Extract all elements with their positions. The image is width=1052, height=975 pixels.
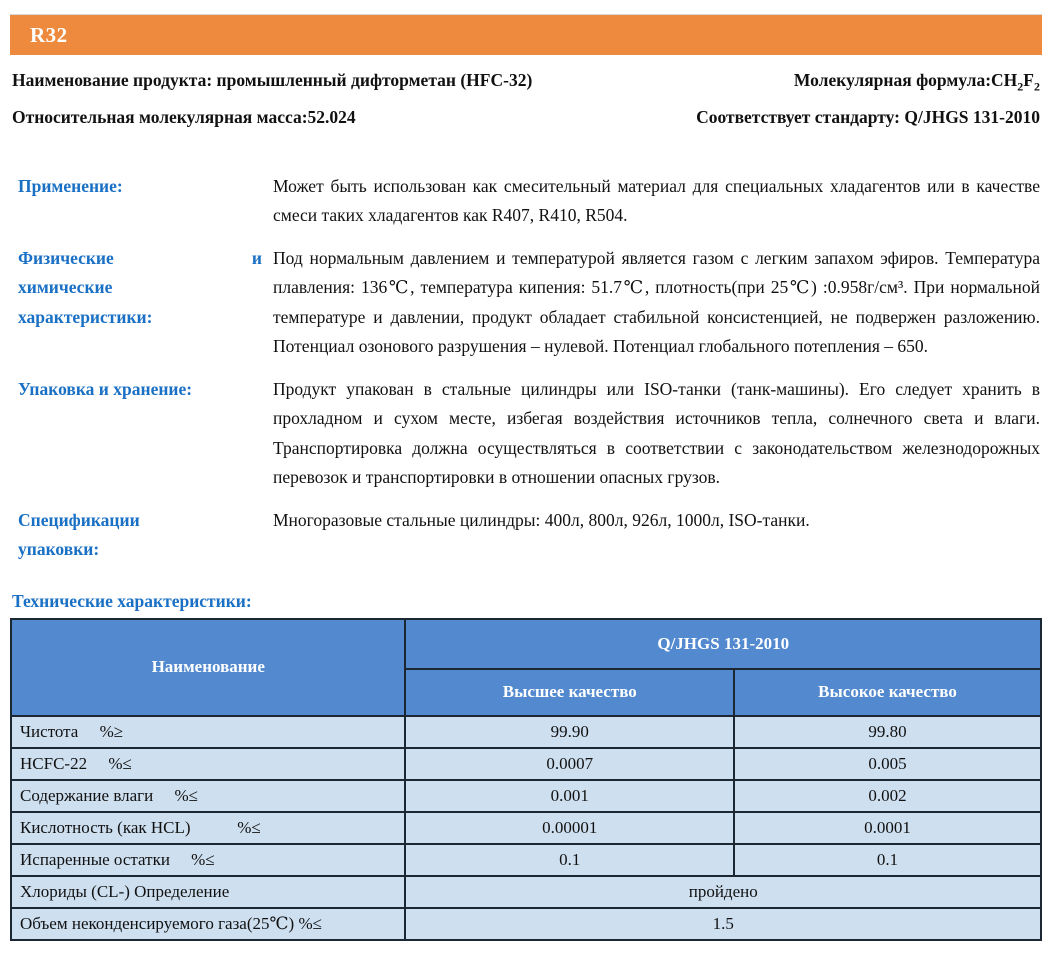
spec-name-cell: HCFC-22 %≤ bbox=[11, 748, 405, 780]
table-header-row-1 bbox=[11, 619, 1041, 669]
tech-specs-heading: Технические характеристики: bbox=[12, 590, 252, 611]
product-code: R32 bbox=[30, 22, 68, 47]
description-sections bbox=[10, 172, 1042, 565]
section-text-application: Может быть использован как смесительный материал для специальных хладагентов или в качестве смеси таких хладагентов как R407, R410, R504. bbox=[273, 175, 1040, 225]
spec-value-cell: 0.0007 bbox=[405, 748, 734, 780]
section-packaging-specs bbox=[12, 506, 1040, 565]
spec-value-cell-merged: пройдено bbox=[405, 876, 1041, 908]
spec-value-cell: 0.1 bbox=[405, 844, 734, 876]
section-text-packaging-storage: Продукт упакован в стальные цилиндры или ISO-танки (танк-машины). Его следует хранить в прохладном и сухом месте, избегая воздействия источников тепла, солнечного света и влаги. Транспортировка должна осуществляться в соответствии с законодательством железнодорожных перевозок и транспортировки в отношении опасных грузов. bbox=[273, 378, 1040, 487]
spec-name-cell: Содержание влаги %≤ bbox=[11, 780, 405, 812]
spec-value-cell: 99.80 bbox=[734, 716, 1041, 748]
table-row-noncondensable-gas bbox=[11, 908, 1041, 940]
product-title-bar bbox=[10, 14, 1042, 55]
spec-value-cell: 0.002 bbox=[734, 780, 1041, 812]
section-label-application: Применение: bbox=[18, 175, 123, 196]
section-physical-chemical bbox=[12, 244, 1040, 362]
col-header-premium-grade: Высшее качество bbox=[405, 669, 734, 716]
spec-name-cell: Кислотность (как HCL) %≤ bbox=[11, 812, 405, 844]
table-row-acidity bbox=[11, 812, 1041, 844]
col-header-standard: Q/JHGS 131-2010 bbox=[405, 619, 1041, 669]
section-label-packaging-specs: Спецификации упаковки: bbox=[18, 509, 140, 559]
spec-value-cell-merged: 1.5 bbox=[405, 908, 1041, 940]
spec-name-cell: Испаренные остатки %≤ bbox=[11, 844, 405, 876]
spec-value-cell: 0.1 bbox=[734, 844, 1041, 876]
section-text-packaging-specs: Многоразовые стальные цилиндры: 400л, 800л, 926л, 1000л, ISO-танки. bbox=[273, 509, 810, 530]
product-info-row-2 bbox=[12, 102, 1040, 132]
spec-value-cell: 0.001 bbox=[405, 780, 734, 812]
spec-value-cell: 99.90 bbox=[405, 716, 734, 748]
section-text-physical-chemical: Под нормальным давлением и температурой является газом с легким запахом эфиров. Температура плавления: 136℃, температура кипения: 51.7℃, плотность(при 25℃) :0.958г/см³. При нормальной температуре и давлении, продукт обладает стабильной консистенцией, не подвержен разложению. Потенциал озонового разрушения – нулевой. Потенциал глобального потепления – 650. bbox=[273, 247, 1040, 356]
product-info-block bbox=[10, 65, 1042, 132]
spec-value-cell: 0.00001 bbox=[405, 812, 734, 844]
spec-value-cell: 0.005 bbox=[734, 748, 1041, 780]
col-header-name: Наименование bbox=[11, 619, 405, 716]
product-name: Наименование продукта: промышленный дифторметан (HFC-32) bbox=[12, 70, 533, 90]
col-header-first-grade: Высокое качество bbox=[734, 669, 1041, 716]
table-row-evaporation-residue bbox=[11, 844, 1041, 876]
tech-specs-table bbox=[10, 618, 1042, 941]
product-info-row-1 bbox=[12, 65, 1040, 102]
table-row-purity bbox=[11, 716, 1041, 748]
table-row-chlorides bbox=[11, 876, 1041, 908]
molecular-mass: Относительная молекулярная масса:52.024 bbox=[12, 106, 356, 127]
section-packaging-storage bbox=[12, 375, 1040, 493]
section-application bbox=[12, 172, 1040, 231]
table-row-moisture bbox=[11, 780, 1041, 812]
section-label-physical-chemical: Физические и химические характеристики: bbox=[18, 247, 262, 327]
spec-name-cell: Хлориды (CL-) Определение bbox=[11, 876, 405, 908]
molecular-formula: Молекулярная $формула:CH_2F_2$ bbox=[793, 70, 1040, 94]
spec-name-cell: Чистота %≥ bbox=[11, 716, 405, 748]
table-row-hcfc22 bbox=[11, 748, 1041, 780]
spec-value-cell: 0.0001 bbox=[734, 812, 1041, 844]
spec-name-cell: Объем неконденсируемого газа(25℃) %≤ bbox=[11, 908, 405, 940]
standard-compliance: Соответствует стандарту: Q/JHGS 131-2010 bbox=[696, 106, 1040, 127]
section-label-packaging-storage: Упаковка и хранение: bbox=[18, 378, 193, 399]
